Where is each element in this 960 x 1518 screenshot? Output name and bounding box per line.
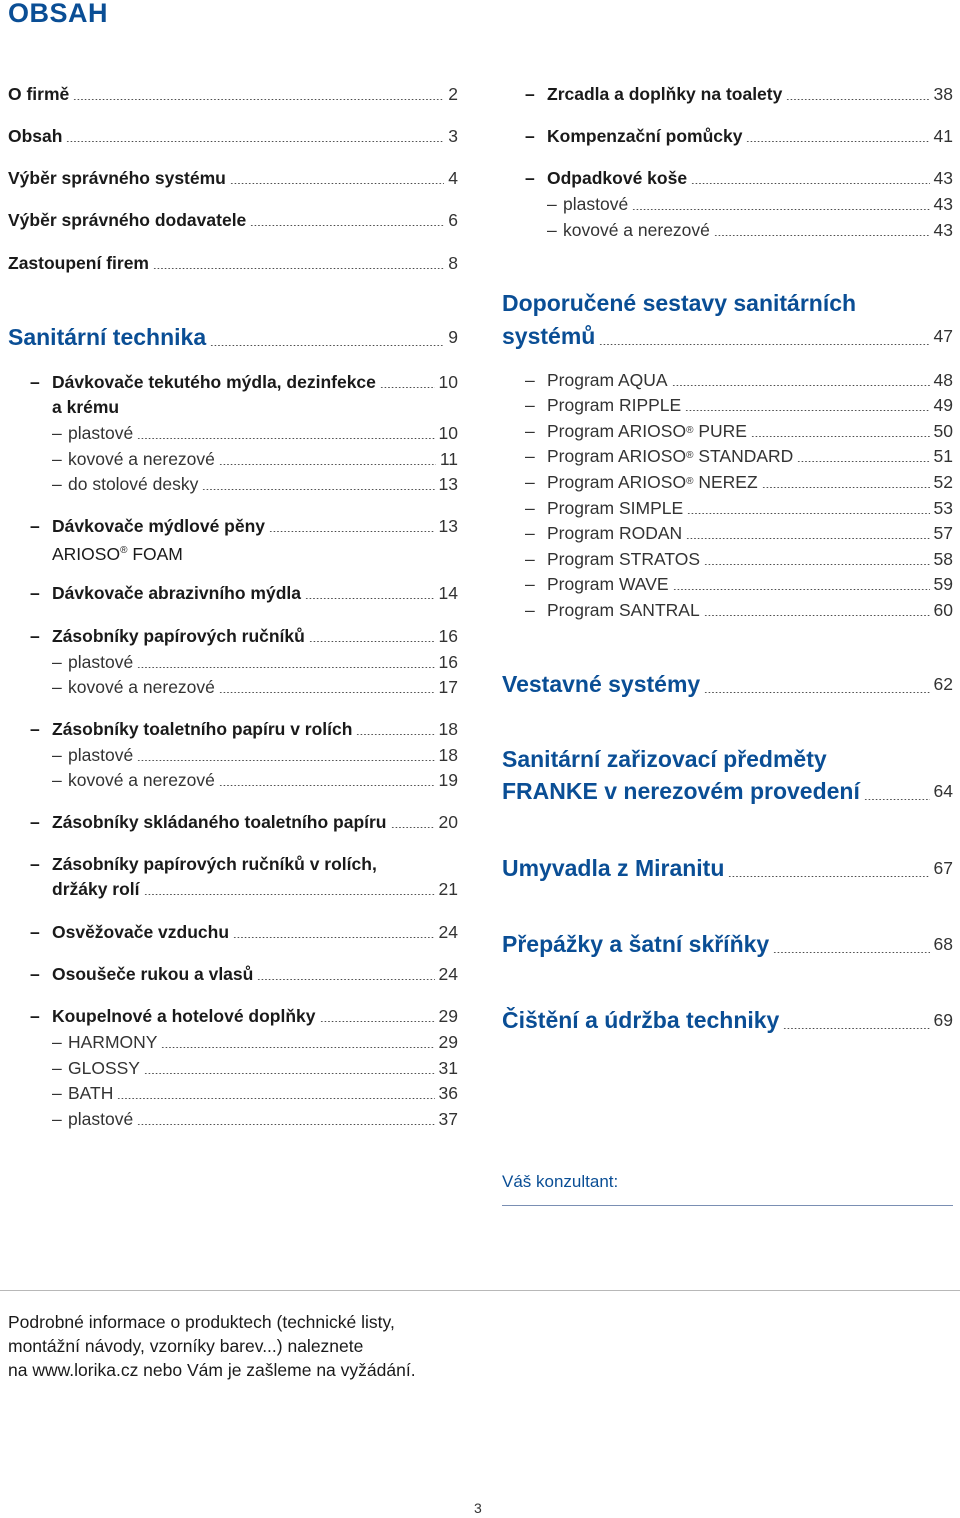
page-number: 3 [474,1500,482,1516]
toc-subentry-plastove[interactable]: – plastové 16 [52,652,458,672]
consultant-line [502,1205,953,1206]
toc-section-systemu[interactable]: systémů 47 [502,323,953,349]
registered-mark: ® [686,476,694,487]
toc-entry-kompenzacni-pomucky[interactable]: – Kompenzační pomůcky 41 [525,126,953,146]
toc-entry-rucniky-v-rolich: – Zásobníky papírových ručníků v rolích, [30,854,377,874]
registered-mark: ® [120,545,128,556]
toc-subentry-plastove[interactable]: – plastové 37 [52,1109,458,1129]
toc-entry-arioso-foam: ARIOSO® FOAM [52,543,183,564]
page-title: OBSAH [8,0,109,28]
toc-entry-zasobniky-toaletniho-papiru[interactable]: – Zásobníky toaletního papíru v rolích 18 [30,719,458,739]
toc-entry-o-firme[interactable]: O firmě 2 [8,84,458,104]
toc-entry-zrcadla[interactable]: – Zrcadla a doplňky na toalety 38 [525,84,953,104]
consultant-label: Váš konzultant: [502,1172,619,1191]
info-paragraph: Podrobné informace o produktech (technické listy, montážní návody, vzorníky barev...) naleznete na www.lorika.cz nebo Vám je zašleme na vyžádání. [8,1312,416,1380]
toc-subentry-kovove-nerezove[interactable]: – kovové a nerezové 11 [52,449,458,469]
toc-section-cisteni-udrzba[interactable]: Čištění a údržba techniky 69 [502,1007,953,1033]
toc-subentry-kovove-nerezove[interactable]: – kovové a nerezové 19 [52,770,458,790]
toc-subentry-kovove-nerezove[interactable]: – kovové a nerezové 17 [52,677,458,697]
toc-entry-program-rodan[interactable]: – Program RODAN 57 [525,523,953,543]
toc-entry-program-wave[interactable]: – Program WAVE 59 [525,574,953,594]
registered-mark: ® [686,450,694,461]
toc-entry-davkovace-tekuteho-mydla[interactable]: – Dávkovače tekutého mýdla, dezinfekce 10 [30,372,458,392]
toc-entry-program-ripple[interactable]: – Program RIPPLE 49 [525,395,953,415]
toc-entry-drzaky-roli[interactable]: držáky rolí 21 [52,879,458,899]
toc-section-vestavne-systemy[interactable]: Vestavné systémy 62 [502,671,953,697]
toc-subentry-plastove[interactable]: – plastové 10 [52,423,458,443]
toc-subentry-plastove[interactable]: – plastové 43 [547,194,953,214]
toc-subentry-plastove[interactable]: – plastové 18 [52,745,458,765]
toc-entry-program-arioso-nerez[interactable]: – Program ARIOSO ® NEREZ 52 [525,472,953,492]
toc-entry-davkovace-mydlove-peny[interactable]: – Dávkovače mýdlové pěny 13 [30,516,458,536]
toc-entry-program-arioso-standard[interactable]: – Program ARIOSO ® STANDARD 51 [525,446,953,466]
toc-section-prepazky[interactable]: Přepážky a šatní skříňky 68 [502,931,953,957]
toc-entry-vyber-systemu[interactable]: Výběr správného systému 4 [8,168,458,188]
toc-subentry-harmony[interactable]: – HARMONY 29 [52,1032,458,1052]
toc-subentry-do-stolove-desky[interactable]: – do stolové desky 13 [52,474,458,494]
toc-entry-zasobniky-papirovych-rucniku[interactable]: – Zásobníky papírových ručníků 16 [30,626,458,646]
registered-mark: ® [686,425,694,436]
toc-entry-koupelnove-doplnky[interactable]: – Koupelnové a hotelové doplňky 29 [30,1006,458,1026]
toc-entry-program-arioso-pure[interactable]: – Program ARIOSO ® PURE 50 [525,421,953,441]
toc-entry-program-stratos[interactable]: – Program STRATOS 58 [525,549,953,569]
toc-section-doporucene-sestavy: Doporučené sestavy sanitárních [502,290,857,316]
toc-subentry-bath[interactable]: – BATH 36 [52,1083,458,1103]
toc-subentry-kovove-nerezove[interactable]: – kovové a nerezové 43 [547,220,953,240]
toc-entry-odpadkove-kose[interactable]: – Odpadkové koše 43 [525,168,953,188]
toc-entry-program-aqua[interactable]: – Program AQUA 48 [525,370,953,390]
toc-entry-skladany-toaletni-papir[interactable]: – Zásobníky skládaného toaletního papíru 20 [30,812,458,832]
divider [0,1290,960,1291]
toc-subentry-glossy[interactable]: – GLOSSY 31 [52,1058,458,1078]
toc-entry-program-santral[interactable]: – Program SANTRAL 60 [525,600,953,620]
toc-section-franke[interactable]: FRANKE v nerezovém provedení 64 [502,778,953,804]
toc-section-sanitarni-predmety: Sanitární zařizovací předměty [502,746,827,772]
toc-entry-vyber-dodavatele[interactable]: Výběr správného dodavatele 6 [8,210,458,230]
toc-section-sanitarni-technika[interactable]: Sanitární technika 9 [8,324,458,350]
toc-entry-osousece[interactable]: – Osoušeče rukou a vlasů 24 [30,964,458,984]
toc-entry-continuation: a krému [52,397,120,417]
toc-entry-program-simple[interactable]: – Program SIMPLE 53 [525,498,953,518]
toc-section-umyvadla-miranit[interactable]: Umyvadla z Miranitu 67 [502,855,953,881]
toc-entry-davkovace-abrazivniho-mydla[interactable]: – Dávkovače abrazivního mýdla 14 [30,583,458,603]
toc-entry-osvezovace-vzduchu[interactable]: – Osvěžovače vzduchu 24 [30,922,458,942]
toc-entry-obsah[interactable]: Obsah 3 [8,126,458,146]
toc-entry-zastoupeni-firem[interactable]: Zastoupení firem 8 [8,253,458,273]
